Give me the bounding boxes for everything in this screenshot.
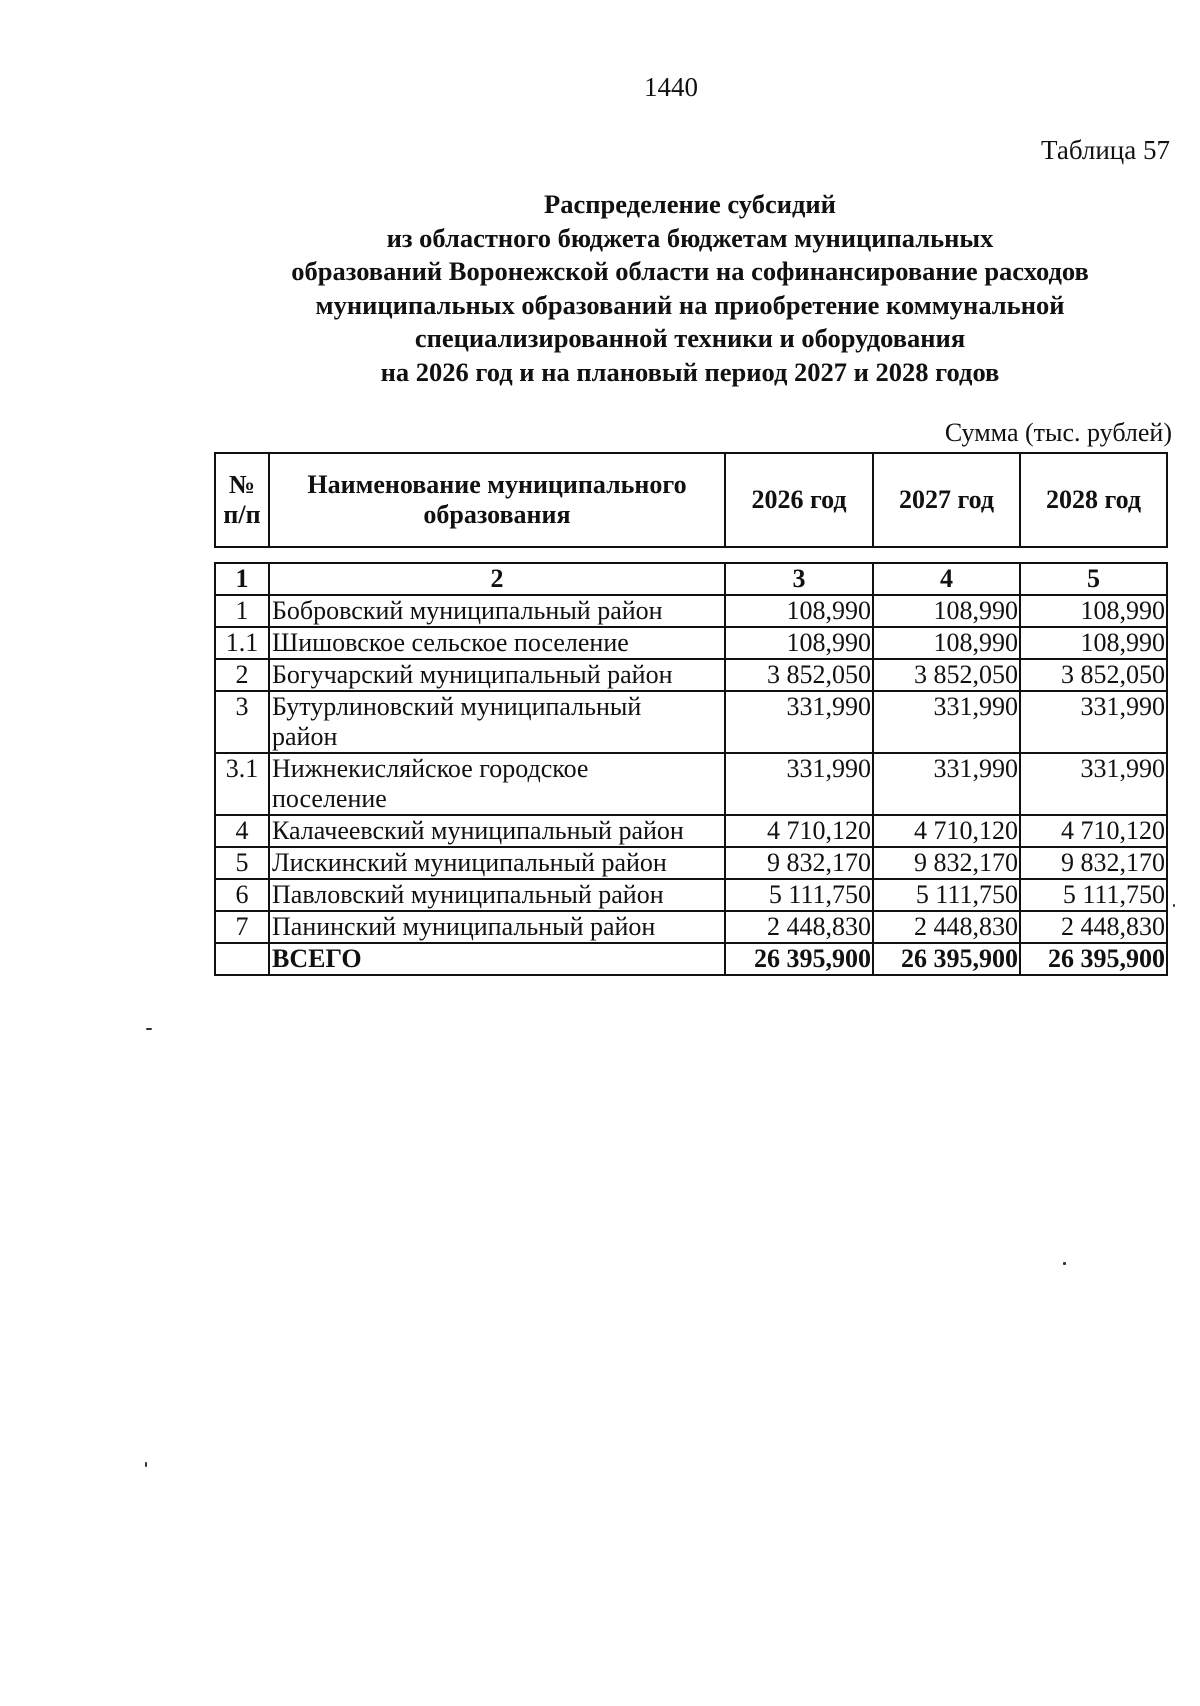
total-2028: 26 395,900: [1020, 943, 1167, 975]
row-value-2026: 108,990: [725, 627, 873, 659]
row-value-2026: 2 448,830: [725, 911, 873, 943]
row-number: 3: [215, 691, 269, 753]
row-value-2027: 108,990: [873, 595, 1020, 627]
row-name: Бобровский муниципальный район: [269, 595, 725, 627]
header-2026: 2026 год: [725, 453, 873, 547]
units-label: Сумма (тыс. рублей): [944, 418, 1172, 447]
scan-speck: [1173, 904, 1175, 907]
row-number: 6: [215, 879, 269, 911]
row-value-2027: 331,990: [873, 753, 1020, 815]
table-row: [215, 753, 1167, 815]
row-name-line: поселение: [272, 784, 387, 813]
row-number: 5: [215, 847, 269, 879]
row-value-2028: 331,990: [1020, 753, 1167, 815]
row-value-2028: 3 852,050: [1020, 659, 1167, 691]
row-name: Шишовское сельское поселение: [269, 627, 725, 659]
column-number: 3: [725, 563, 873, 595]
row-value-2028: 108,990: [1020, 595, 1167, 627]
row-value-2026: 9 832,170: [725, 847, 873, 879]
title-line: Распределение субсидий: [544, 189, 836, 219]
column-number: 5: [1020, 563, 1167, 595]
table-row: [215, 879, 1167, 911]
column-number: 4: [873, 563, 1020, 595]
header-num-line: п/п: [223, 500, 261, 529]
row-name: Панинский муниципальный район: [269, 911, 725, 943]
total-row: [215, 943, 1167, 975]
row-value-2026: 331,990: [725, 691, 873, 753]
row-name: Богучарский муниципальный район: [269, 659, 725, 691]
header-name-line: Наименование муниципального: [307, 470, 687, 499]
total-num: [215, 943, 269, 975]
title-line: образований Воронежской области на софинансирование расходов: [291, 256, 1089, 286]
row-value-2028: 5 111,750: [1020, 879, 1167, 911]
row-number: 1.1: [215, 627, 269, 659]
row-name: [269, 753, 725, 815]
scan-speck: [145, 1462, 147, 1467]
header-num-line: №: [228, 470, 256, 499]
table-label: Таблица 57: [1041, 135, 1170, 165]
row-name: Калачеевский муниципальный район: [269, 815, 725, 847]
total-label: ВСЕГО: [269, 943, 725, 975]
row-value-2026: 3 852,050: [725, 659, 873, 691]
column-number: 1: [215, 563, 269, 595]
row-name-line: район: [272, 722, 338, 751]
header-name-line: образования: [423, 500, 571, 529]
table-row: [215, 595, 1167, 627]
row-value-2027: 2 448,830: [873, 911, 1020, 943]
row-value-2026: 4 710,120: [725, 815, 873, 847]
header-row: [215, 453, 1167, 547]
header-num: [215, 453, 269, 547]
row-value-2027: 4 710,120: [873, 815, 1020, 847]
row-name: [269, 691, 725, 753]
row-number: 4: [215, 815, 269, 847]
table-row: [215, 847, 1167, 879]
title-line: на 2026 год и на плановый период 2027 и 2028 годов: [380, 356, 1000, 387]
row-value-2027: 108,990: [873, 627, 1020, 659]
row-value-2026: 108,990: [725, 595, 873, 627]
table-row: [215, 627, 1167, 659]
row-value-2027: 5 111,750: [873, 879, 1020, 911]
table-header: [214, 452, 1168, 548]
row-value-2027: 3 852,050: [873, 659, 1020, 691]
scan-speck: [1063, 1262, 1066, 1265]
table-row: [215, 691, 1167, 753]
row-name: Лискинский муниципальный район: [269, 847, 725, 879]
title-line: из областного бюджета бюджетам муниципальных: [386, 222, 994, 253]
total-2027: 26 395,900: [873, 943, 1020, 975]
row-name-line: Бутурлиновский муниципальный: [272, 692, 642, 721]
page-number: 1440: [644, 72, 698, 102]
header-name: [269, 453, 725, 547]
row-value-2027: 331,990: [873, 691, 1020, 753]
header-2027: 2027 год: [873, 453, 1020, 547]
row-value-2028: 4 710,120: [1020, 815, 1167, 847]
title-line: муниципальных образований на приобретение коммунальной: [315, 289, 1065, 320]
table-row: [215, 659, 1167, 691]
title-line: специализированной техники и оборудования: [414, 323, 966, 353]
row-value-2028: 9 832,170: [1020, 847, 1167, 879]
row-number: 3.1: [215, 753, 269, 815]
row-value-2028: 2 448,830: [1020, 911, 1167, 943]
table-row: [215, 911, 1167, 943]
row-value-2028: 331,990: [1020, 691, 1167, 753]
row-name-line: Нижнекисляйское городское: [272, 754, 589, 783]
column-number: 2: [269, 563, 725, 595]
total-2026: 26 395,900: [725, 943, 873, 975]
row-value-2028: 108,990: [1020, 627, 1167, 659]
document-title: [0, 188, 1200, 389]
row-value-2027: 9 832,170: [873, 847, 1020, 879]
row-name: Павловский муниципальный район: [269, 879, 725, 911]
header-2028: 2028 год: [1020, 453, 1167, 547]
row-number: 2: [215, 659, 269, 691]
scan-speck: [146, 1028, 152, 1030]
row-value-2026: 5 111,750: [725, 879, 873, 911]
row-value-2026: 331,990: [725, 753, 873, 815]
data-table: [214, 562, 1168, 976]
table-row: [215, 815, 1167, 847]
row-number: 7: [215, 911, 269, 943]
row-number: 1: [215, 595, 269, 627]
column-number-row: [215, 563, 1167, 595]
